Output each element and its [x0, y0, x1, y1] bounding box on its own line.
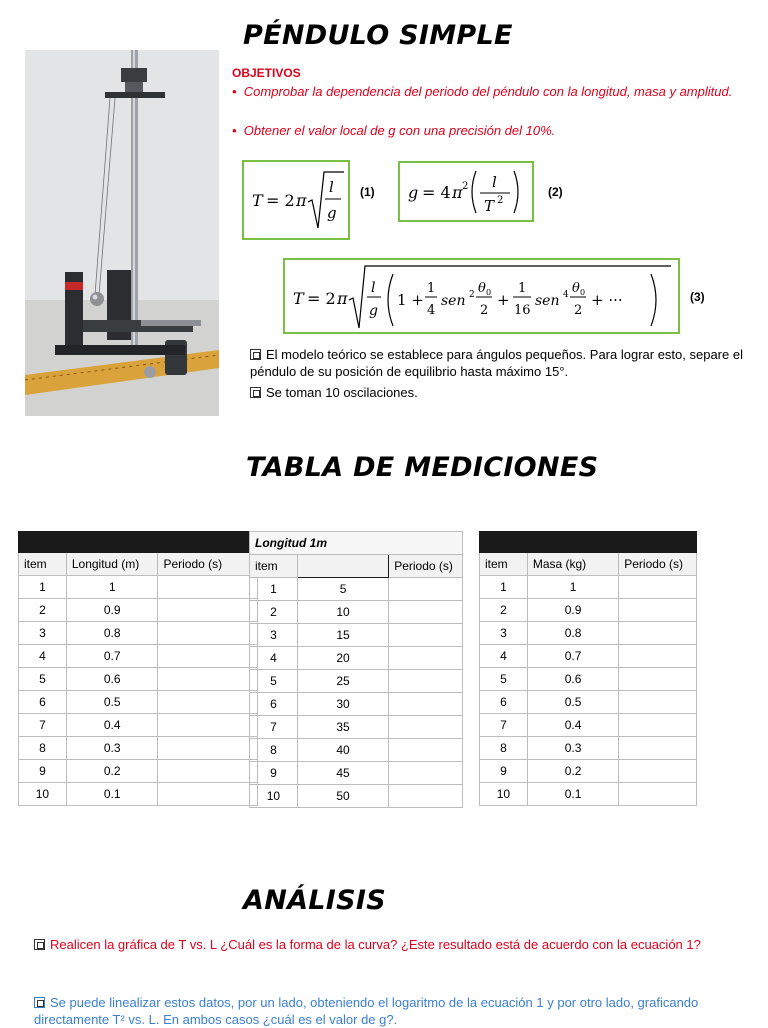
table-cell: 40 [297, 739, 388, 762]
amplitude-table [249, 531, 463, 808]
period-cell [619, 737, 697, 760]
formula-gravity-box [398, 161, 534, 222]
period-cell [619, 576, 697, 599]
table-cell: 5 [19, 668, 67, 691]
column-header: item [480, 553, 528, 576]
analysis-title: ANÁLISIS [243, 885, 386, 916]
svg-text:= 2: = 2 [307, 289, 336, 308]
svg-text:π: π [296, 191, 307, 210]
period-cell [619, 691, 697, 714]
table-row [480, 760, 697, 783]
svg-text:g: g [327, 204, 337, 222]
table-row [250, 693, 463, 716]
table-cell: 0.8 [527, 622, 618, 645]
svg-text:T: T [293, 289, 304, 308]
svg-text:= 2: = 2 [266, 191, 295, 210]
period-cell [158, 668, 258, 691]
period-cell [619, 668, 697, 691]
formula-gravity [400, 163, 532, 220]
table-cell: 5 [297, 578, 388, 601]
svg-text:+ ···: + ··· [591, 291, 623, 309]
table-cell: 9 [250, 762, 298, 785]
length-table [18, 531, 258, 806]
svg-text:16: 16 [514, 303, 531, 318]
table-cell: 7 [250, 716, 298, 739]
table-row [250, 785, 463, 808]
formula-period-series-box [283, 258, 680, 334]
period-cell [389, 693, 463, 716]
svg-text:1 +: 1 + [397, 291, 424, 309]
equation-number-3: (3) [690, 290, 705, 304]
period-cell [389, 647, 463, 670]
table-cell: 6 [19, 691, 67, 714]
period-cell [619, 645, 697, 668]
table-row [19, 576, 258, 599]
table-cell: 8 [250, 739, 298, 762]
table-row [480, 622, 697, 645]
table-row [480, 668, 697, 691]
table-cell: 1 [66, 576, 158, 599]
period-cell [158, 737, 258, 760]
table-cell: 35 [297, 716, 388, 739]
svg-text:1: 1 [518, 281, 527, 296]
svg-text:θ: θ [572, 281, 580, 296]
table-cell: 5 [250, 670, 298, 693]
table-row [19, 691, 258, 714]
table-cell: 4 [19, 645, 67, 668]
objectives-heading: OBJETIVOS [232, 66, 301, 80]
period-cell [389, 739, 463, 762]
table-cell: 1 [527, 576, 618, 599]
column-header: Masa (kg) [527, 553, 618, 576]
table-row [250, 601, 463, 624]
tables-title: TABLA DE MEDICIONES [246, 452, 599, 483]
svg-text:sen: sen [441, 293, 466, 309]
table-cell: 50 [297, 785, 388, 808]
table-cell: 0.3 [66, 737, 158, 760]
svg-text:g: g [369, 303, 378, 319]
objective-item: • Comprobar la dependencia del periodo del péndulo con la longitud, masa y amplitud. [232, 84, 733, 99]
table-cell: 0.2 [66, 760, 158, 783]
table-cell: 4 [250, 647, 298, 670]
table-cell: 0.8 [66, 622, 158, 645]
svg-text:4: 4 [563, 290, 569, 300]
table-row [19, 760, 258, 783]
period-cell [619, 599, 697, 622]
column-header [297, 555, 388, 578]
table-cell: 10 [19, 783, 67, 806]
formula-period [244, 162, 348, 238]
table-cell: 3 [480, 622, 528, 645]
period-cell [389, 716, 463, 739]
period-cell [389, 785, 463, 808]
table-cell: 10 [297, 601, 388, 624]
column-header: Periodo (s) [389, 555, 463, 578]
svg-text:g: g [408, 183, 419, 202]
table-cell: 8 [480, 737, 528, 760]
analysis-question-1: Realicen la gráfica de T vs. L ¿Cuál es la forma de la curva? ¿Este resultado está de acuerdo con la ecuación 1? [34, 936, 740, 953]
table-cell: 0.4 [66, 714, 158, 737]
table-cell: 0.7 [527, 645, 618, 668]
table-row [480, 714, 697, 737]
table-row [250, 762, 463, 785]
table-cell: 0.9 [527, 599, 618, 622]
checkbox-bullet-icon [34, 997, 45, 1008]
table-cell: 0.1 [66, 783, 158, 806]
table-cell: 1 [480, 576, 528, 599]
table-row [480, 645, 697, 668]
table-cell: 15 [297, 624, 388, 647]
table-cell: 4 [480, 645, 528, 668]
svg-text:1: 1 [427, 281, 436, 296]
analysis-question-2: Se puede linealizar estos datos, por un lado, obteniendo el logaritmo de la ecuación 1 y por otro lado, graficando directamente T² vs. L. En ambos casos ¿cuál es el valor de g?. [34, 995, 699, 1027]
svg-text:θ: θ [478, 281, 486, 296]
column-header: item [250, 555, 298, 578]
table-row [250, 624, 463, 647]
formula-period-box [242, 160, 350, 240]
table-row [19, 622, 258, 645]
table-cell: 0.1 [527, 783, 618, 806]
column-header: Periodo (s) [158, 553, 258, 576]
svg-text:T: T [484, 197, 495, 215]
table-row [19, 714, 258, 737]
svg-text:+: + [497, 291, 510, 309]
table-cell: 0.6 [527, 668, 618, 691]
table-cell: 2 [19, 599, 67, 622]
table-row [250, 739, 463, 762]
table-cell: 20 [297, 647, 388, 670]
equation-number-1: (1) [360, 185, 375, 199]
svg-text:l: l [492, 173, 497, 191]
period-cell [619, 760, 697, 783]
table-caption: Longitud 1m [250, 532, 463, 555]
table-cell: 30 [297, 693, 388, 716]
table-row [19, 737, 258, 760]
period-cell [158, 599, 258, 622]
table-cell: 0.2 [527, 760, 618, 783]
table-cell: 6 [480, 691, 528, 714]
mass-table [479, 531, 697, 806]
svg-text:4: 4 [427, 303, 436, 318]
table-cell: 1 [250, 578, 298, 601]
svg-text:0: 0 [580, 288, 586, 297]
table-cell: 7 [480, 714, 528, 737]
table-cell: 2 [250, 601, 298, 624]
table-row [480, 737, 697, 760]
table-row [480, 783, 697, 806]
period-cell [389, 762, 463, 785]
table-cell: 0.5 [527, 691, 618, 714]
column-header: item [19, 553, 67, 576]
table-cell: 25 [297, 670, 388, 693]
table-cell: 2 [480, 599, 528, 622]
table-row [250, 647, 463, 670]
note-small-angles: El modelo teórico se establece para ángulos pequeños. Para lograr esto, separe el péndulo de su posición de equilibrio hasta máximo 15°. [250, 347, 743, 379]
svg-text:2: 2 [462, 181, 469, 192]
pendulum-apparatus-image [25, 50, 219, 416]
table-row [480, 576, 697, 599]
checkbox-bullet-icon [250, 387, 261, 398]
table-cell: 0.4 [527, 714, 618, 737]
period-cell [389, 601, 463, 624]
table-row [480, 691, 697, 714]
formula-period-series [285, 260, 678, 332]
table-cell: 9 [19, 760, 67, 783]
column-header: Periodo (s) [619, 553, 697, 576]
table-cell: 45 [297, 762, 388, 785]
svg-text:2: 2 [497, 195, 504, 206]
equation-number-2: (2) [548, 185, 563, 199]
checkbox-bullet-icon [250, 349, 261, 360]
period-cell [619, 622, 697, 645]
table-row [19, 783, 258, 806]
table-cell: 6 [250, 693, 298, 716]
table-cell: 5 [480, 668, 528, 691]
period-cell [158, 714, 258, 737]
table-row [250, 670, 463, 693]
period-cell [158, 760, 258, 783]
period-cell [158, 691, 258, 714]
table-row [19, 599, 258, 622]
period-cell [158, 783, 258, 806]
period-cell [389, 670, 463, 693]
note-oscillations: Se toman 10 oscilaciones. [250, 384, 750, 401]
table-cell: 0.9 [66, 599, 158, 622]
table-cell: 7 [19, 714, 67, 737]
table-cell: 9 [480, 760, 528, 783]
svg-text:l: l [329, 178, 334, 196]
table-cell: 0.6 [66, 668, 158, 691]
objective-item: • Obtener el valor local de g con una precisión del 10%. [232, 123, 556, 138]
period-cell [158, 645, 258, 668]
table-cell: 10 [480, 783, 528, 806]
table-cell: 3 [19, 622, 67, 645]
table-row [250, 716, 463, 739]
table-cell: 1 [19, 576, 67, 599]
table-cell: 0.5 [66, 691, 158, 714]
period-cell [619, 714, 697, 737]
table-cell: 0.7 [66, 645, 158, 668]
period-cell [389, 578, 463, 601]
pendulum-photo [25, 50, 219, 416]
page-title: PÉNDULO SIMPLE [243, 20, 513, 51]
table-row [250, 578, 463, 601]
svg-text:2: 2 [574, 303, 583, 318]
period-cell [158, 622, 258, 645]
period-cell [158, 576, 258, 599]
period-cell [619, 783, 697, 806]
table-cell: 3 [250, 624, 298, 647]
table-row [19, 668, 258, 691]
svg-text:= 4: = 4 [422, 183, 451, 202]
svg-text:2: 2 [469, 290, 475, 300]
svg-text:l: l [371, 280, 376, 296]
svg-text:π: π [337, 289, 348, 308]
svg-text:2: 2 [480, 303, 489, 318]
svg-text:π: π [452, 183, 463, 202]
svg-text:sen: sen [535, 293, 560, 309]
checkbox-bullet-icon [34, 939, 45, 950]
svg-text:0: 0 [486, 288, 492, 297]
svg-text:T: T [252, 191, 263, 210]
period-cell [389, 624, 463, 647]
table-row [19, 645, 258, 668]
column-header: Longitud (m) [66, 553, 158, 576]
table-cell: 8 [19, 737, 67, 760]
table-row [480, 599, 697, 622]
table-cell: 10 [250, 785, 298, 808]
table-cell: 0.3 [527, 737, 618, 760]
